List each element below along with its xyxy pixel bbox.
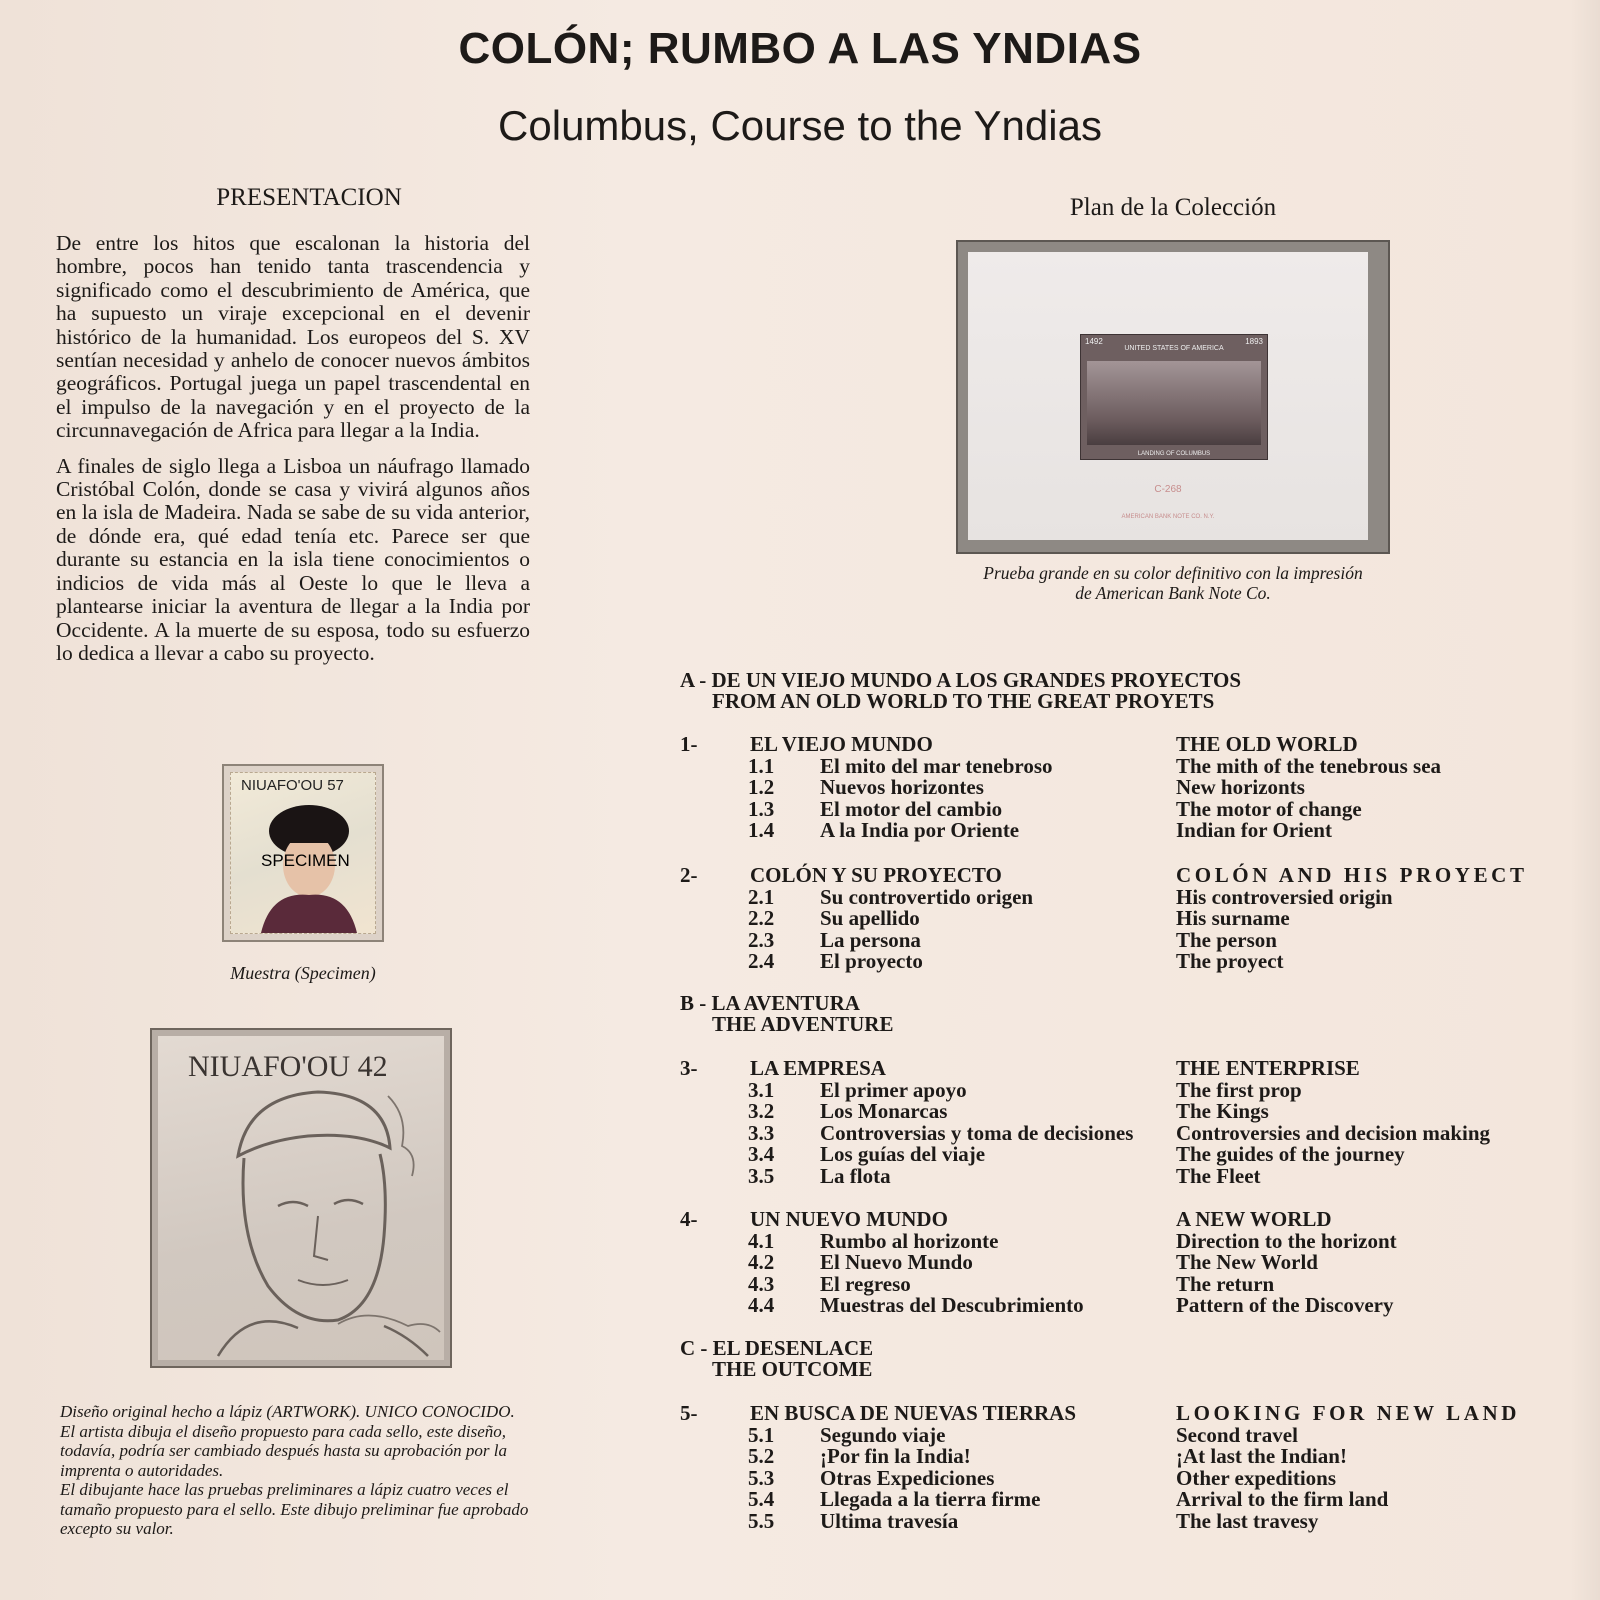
item-number: 3.2 <box>748 1099 775 1123</box>
item-en: The New World <box>1176 1250 1318 1274</box>
section-title-en: THE ADVENTURE <box>712 1012 894 1036</box>
die-proof <box>956 240 1390 554</box>
item-en: The Fleet <box>1176 1163 1261 1188</box>
caption-line: Diseño original hecho a lápiz (ARTWORK). UNICO CONOCIDO. <box>60 1402 515 1421</box>
item-en: The motor of change <box>1176 796 1362 821</box>
item-number: 3.4 <box>748 1142 775 1166</box>
section-b <box>680 993 893 1035</box>
chapter-number: 2- <box>680 863 698 887</box>
item-en: Pattern of the Discovery <box>1176 1293 1394 1317</box>
section-a <box>680 670 1241 712</box>
specimen-stamp <box>222 764 384 942</box>
caption-line: Prueba grande en su color definitivo con la impresión <box>983 563 1363 583</box>
item-number: 1.2 <box>748 775 775 799</box>
proof-plate-number: C-268 <box>1154 484 1182 495</box>
item-es: Llegada a la tierra firme <box>820 1487 1041 1511</box>
item-number: 3.1 <box>748 1077 775 1102</box>
item-en: Arrival to the firm land <box>1176 1487 1389 1511</box>
artwork-caption <box>60 1402 600 1539</box>
caption-line: de American Bank Note Co. <box>1075 582 1271 603</box>
proof-caption <box>940 564 1406 603</box>
item-es: Su controvertido origen <box>820 884 1034 909</box>
item-en: Other expeditions <box>1176 1465 1337 1490</box>
section-title-es: A - DE UN VIEJO MUNDO A LOS GRANDES PROYECTOS <box>680 668 1242 692</box>
caption-line: El dibujante hace las pruebas preliminares a lápiz cuatro veces el <box>60 1480 509 1499</box>
item-es: Segundo viaje <box>820 1422 946 1447</box>
item-es: Muestras del Descubrimiento <box>820 1293 1084 1317</box>
item-en: Controversies and decision making <box>1176 1120 1491 1145</box>
item-en: The return <box>1176 1271 1275 1296</box>
proof-year-right: 1893 <box>1245 337 1263 346</box>
section-c <box>680 1338 873 1380</box>
chapter-number: 4- <box>680 1207 698 1231</box>
chapter-number: 5- <box>680 1401 698 1425</box>
section-title-es: C - EL DESENLACE <box>680 1336 874 1360</box>
proof-printer-imprint: AMERICAN BANK NOTE CO. N.Y. <box>1121 514 1215 520</box>
item-es: La persona <box>820 927 921 952</box>
chapter-title-es: EN BUSCA DE NUEVAS TIERRAS <box>750 1401 1076 1425</box>
item-number: 5.2 <box>748 1444 775 1468</box>
item-en: Second travel <box>1176 1422 1298 1447</box>
proof-card <box>968 252 1368 540</box>
item-es: Los Monarcas <box>820 1099 948 1123</box>
caption-line: todavía, podría ser cambiado después hasta su aprobación por la <box>60 1441 508 1460</box>
item-en: The Kings <box>1176 1099 1269 1123</box>
caption-line: El artista dibuja el diseño propuesto para cada sello, este diseño, <box>60 1421 507 1441</box>
caption-line: excepto su valor. <box>60 1519 174 1538</box>
item-es: Su apellido <box>820 906 920 930</box>
page-title: COLÓN; RUMBO A LAS YNDIAS <box>458 24 1142 73</box>
item-es: ¡Por fin la India! <box>820 1444 971 1468</box>
item-en: Indian for Orient <box>1176 818 1332 842</box>
item-number: 5.4 <box>748 1487 775 1511</box>
chapter-number: 3- <box>680 1056 698 1080</box>
caption-line: imprenta o autoridades. <box>60 1460 224 1480</box>
item-number: 4.4 <box>748 1293 775 1317</box>
item-number: 3.5 <box>748 1163 775 1188</box>
item-es: A la India por Oriente <box>820 818 1020 842</box>
item-en: New horizonts <box>1176 775 1305 799</box>
item-es: Rumbo al horizonte <box>820 1228 999 1253</box>
item-number: 3.3 <box>748 1120 775 1145</box>
page-subtitle: Columbus, Course to the Yndias <box>498 102 1102 149</box>
chapter-title-es: UN NUEVO MUNDO <box>750 1207 948 1231</box>
stamp-country-label: NIUAFO'OU 57 <box>241 777 344 794</box>
item-number: 1.4 <box>748 818 775 842</box>
item-number: 4.3 <box>748 1271 775 1296</box>
proof-country: UNITED STATES OF AMERICA <box>1124 345 1224 352</box>
page-edge-shadow <box>1570 0 1600 1600</box>
artwork-country-label: NIUAFO'OU 42 <box>188 1050 388 1083</box>
proof-year-left: 1492 <box>1085 337 1103 346</box>
item-es: El Nuevo Mundo <box>820 1250 973 1274</box>
item-es: Nuevos horizontes <box>820 775 984 799</box>
artwork-face <box>158 1036 444 1360</box>
item-number: 1.1 <box>748 753 775 778</box>
item-number: 2.3 <box>748 927 775 952</box>
section-title-en: FROM AN OLD WORLD TO THE GREAT PROYETS <box>712 689 1215 713</box>
item-number: 2.4 <box>748 949 775 973</box>
chapter-title-en: A NEW WORLD <box>1176 1207 1332 1231</box>
item-number: 4.1 <box>748 1228 775 1253</box>
chapter-title-en: COLÓN AND HIS PROYECT <box>1176 863 1528 887</box>
item-number: 2.2 <box>748 906 775 930</box>
item-en: The guides of the journey <box>1176 1142 1405 1166</box>
columbus-sketch-icon <box>158 1036 444 1360</box>
chapter-title-es: EL VIEJO MUNDO <box>750 732 933 756</box>
item-es: Controversias y toma de decisiones <box>820 1120 1134 1145</box>
presentation-text <box>56 232 530 677</box>
presentation-paragraph: A finales de siglo llega a Lisboa un náufrago llamado Cristóbal Colón, donde se casa y vivirá algunos años en la isla de Madeira. Nada se sabe de su vida anterior, de dónde era, qué edad tenía etc. Parece ser que durante su estancia en la isla tiene conocimientos o indicios de vida más al Oeste lo que le lleva a plantearse iniciar la aventura de llegar a la India por Occidente. A la muerte de su esposa, todo su esfuerzo lo dedica a llevar a cabo su proyecto. <box>56 453 530 665</box>
proof-vignette <box>1080 334 1268 460</box>
item-en: ¡At last the Indian! <box>1176 1444 1347 1468</box>
item-es: El primer apoyo <box>820 1077 967 1102</box>
item-en: His surname <box>1176 906 1290 930</box>
landing-scene <box>1087 361 1261 445</box>
plan-heading: Plan de la Colección <box>1069 194 1277 221</box>
item-es: El mito del mar tenebroso <box>820 753 1053 778</box>
item-number: 1.3 <box>748 796 775 821</box>
item-number: 4.2 <box>748 1250 775 1274</box>
caption-line: tamaño propuesto para el sello. Este dibujo preliminar fue aprobado <box>60 1499 529 1519</box>
item-number: 2.1 <box>748 884 775 909</box>
item-en: The first prop <box>1176 1077 1302 1102</box>
item-es: Otras Expediciones <box>820 1465 995 1490</box>
specimen-overprint: SPECIMEN <box>261 851 350 870</box>
item-number: 5.3 <box>748 1465 775 1490</box>
stamp-face <box>230 772 376 934</box>
item-en: His controversied origin <box>1176 884 1393 909</box>
section-title-en: THE OUTCOME <box>712 1357 873 1381</box>
item-es: El regreso <box>820 1271 911 1296</box>
chapter-title-en: THE ENTERPRISE <box>1176 1056 1360 1080</box>
item-es: Los guías del viaje <box>820 1142 986 1166</box>
chapter-title-es: COLÓN Y SU PROYECTO <box>750 863 1002 887</box>
chapter-number: 1- <box>680 732 698 756</box>
chapter-title-en: THE OLD WORLD <box>1176 732 1358 756</box>
chapter-title-en: LOOKING FOR NEW LAND <box>1176 1401 1521 1425</box>
item-en: The mith of the tenebrous sea <box>1176 753 1442 778</box>
specimen-caption: Muestra (Specimen) <box>230 963 376 983</box>
chapter-title-es: LA EMPRESA <box>750 1056 886 1080</box>
presentation-heading: PRESENTACION <box>216 184 402 211</box>
item-es: El proyecto <box>820 949 923 973</box>
item-number: 5.5 <box>748 1508 775 1533</box>
proof-subject: LANDING OF COLUMBUS <box>1137 451 1211 457</box>
item-en: The proyect <box>1176 949 1284 973</box>
item-es: La flota <box>820 1163 891 1188</box>
item-en: The person <box>1176 927 1277 952</box>
section-title-es: B - LA AVENTURA <box>680 991 860 1015</box>
item-es: El motor del cambio <box>820 796 1003 821</box>
artwork-drawing <box>150 1028 452 1368</box>
presentation-paragraph: De entre los hitos que escalonan la historia del hombre, pocos han tenido tanta trascendencia y significado como el descubrimiento de América, que ha supuesto un viraje excepcional en el devenir histórico de la humanidad. Los europeos del S. XV sentían necesidad y anhelo de conocer nuevos ámbitos geográficos. Portugal juega un papel trascendental en el impulso de la navegación y en el proyecto de la circunnavegación de Africa para llegar a la India. <box>56 231 530 443</box>
item-en: The last travesy <box>1176 1508 1319 1533</box>
item-number: 5.1 <box>748 1422 775 1447</box>
item-en: Direction to the horizont <box>1176 1228 1397 1253</box>
item-es: Ultima travesía <box>820 1508 959 1533</box>
